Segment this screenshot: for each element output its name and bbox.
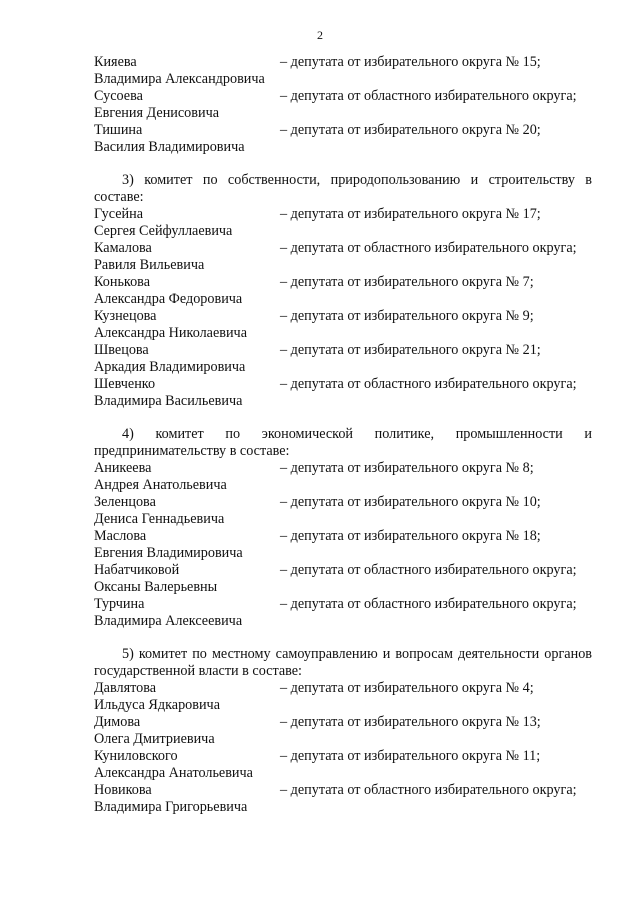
committee-heading: 4) комитет по экономической политике, промышленности и предпринимательству в составе: [94,426,592,459]
member-role: – депутата от избирательного округа № 8; [280,460,534,476]
member-surname: Набатчиковой [94,562,180,578]
member-entry [94,376,594,410]
member-role: – депутата от областного избирательного округа; [280,240,577,256]
member-surname: Гусейна [94,206,144,222]
committee-heading: 5) комитет по местному самоуправлению и вопросам деятельности органов государственной власти в составе: [94,646,592,679]
member-given-name: Александра Федоровича [94,291,243,307]
member-surname: Димова [94,714,141,730]
member-given-name: Владимира Александровича [94,71,265,87]
member-surname: Конькова [94,274,150,290]
member-given-name: Владимира Григорьевича [94,799,248,815]
member-given-name: Василия Владимировича [94,139,245,155]
member-surname: Тишина [94,122,143,138]
member-role: – депутата от избирательного округа № 18; [280,528,541,544]
member-given-name: Евгения Денисовича [94,105,219,121]
member-surname: Маслова [94,528,147,544]
committee-section [94,646,594,816]
page-number: 2 [317,28,323,42]
member-surname: Зеленцова [94,494,156,510]
member-entry [94,54,594,88]
member-entry [94,562,594,596]
member-given-name: Сергея Сейфуллаевича [94,223,233,239]
member-given-name: Ильдуса Ядкаровича [94,697,220,713]
member-entry [94,460,594,494]
member-entry [94,122,594,156]
member-role: – депутата от областного избирательного округа; [280,376,577,392]
member-given-name: Оксаны Валерьевны [94,579,218,595]
member-entry [94,528,594,562]
member-role: – депутата от избирательного округа № 10; [280,494,541,510]
member-surname: Турчина [94,596,145,612]
member-given-name: Аркадия Владимировича [94,359,246,375]
member-role: – депутата от областного избирательного округа; [280,596,577,612]
member-surname: Давлятова [94,680,157,696]
member-entry [94,206,594,240]
member-given-name: Дениса Геннадьевича [94,511,225,527]
member-role: – депутата от избирательного округа № 7; [280,274,534,290]
member-given-name: Андрея Анатольевича [94,477,227,493]
member-entry [94,274,594,308]
document-body [94,54,594,816]
member-given-name: Олега Дмитриевича [94,731,215,747]
member-given-name: Равиля Вильевича [94,257,205,273]
member-surname: Кузнецова [94,308,157,324]
intro-member-list [94,54,594,156]
member-entry [94,308,594,342]
member-role: – депутата от избирательного округа № 20; [280,122,541,138]
member-surname: Сусоева [94,88,143,104]
member-role: – депутата от областного избирательного округа; [280,88,577,104]
member-role: – депутата от избирательного округа № 17; [280,206,541,222]
member-surname: Куниловского [94,748,178,764]
member-role: – депутата от избирательного округа № 11; [280,748,541,764]
member-surname: Новикова [94,782,152,798]
member-entry [94,714,594,748]
member-surname: Швецова [94,342,149,358]
member-entry [94,748,594,782]
member-entry [94,782,594,816]
member-given-name: Александра Анатольевича [94,765,253,781]
member-given-name: Евгения Владимировича [94,545,243,561]
member-role: – депутата от избирательного округа № 9; [280,308,534,324]
member-role: – депутата от областного избирательного округа; [280,782,577,798]
member-entry [94,680,594,714]
member-surname: Аникеева [94,460,152,476]
member-role: – депутата от областного избирательного округа; [280,562,577,578]
committee-section [94,426,594,630]
member-surname: Камалова [94,240,152,256]
member-entry [94,596,594,630]
member-given-name: Александра Николаевича [94,325,247,341]
member-surname: Шевченко [94,376,156,392]
member-role: – депутата от избирательного округа № 4; [280,680,534,696]
member-given-name: Владимира Васильевича [94,393,243,409]
committee-heading: 3) комитет по собственности, природопользованию и строительству в составе: [94,172,592,205]
member-role: – депутата от избирательного округа № 21; [280,342,541,358]
member-role: – депутата от избирательного округа № 13; [280,714,541,730]
member-given-name: Владимира Алексеевича [94,613,243,629]
member-role: – депутата от избирательного округа № 15; [280,54,541,70]
member-surname: Кияева [94,54,137,70]
member-entry [94,494,594,528]
member-entry [94,342,594,376]
member-entry [94,240,594,274]
member-entry [94,88,594,122]
committee-section [94,172,594,410]
